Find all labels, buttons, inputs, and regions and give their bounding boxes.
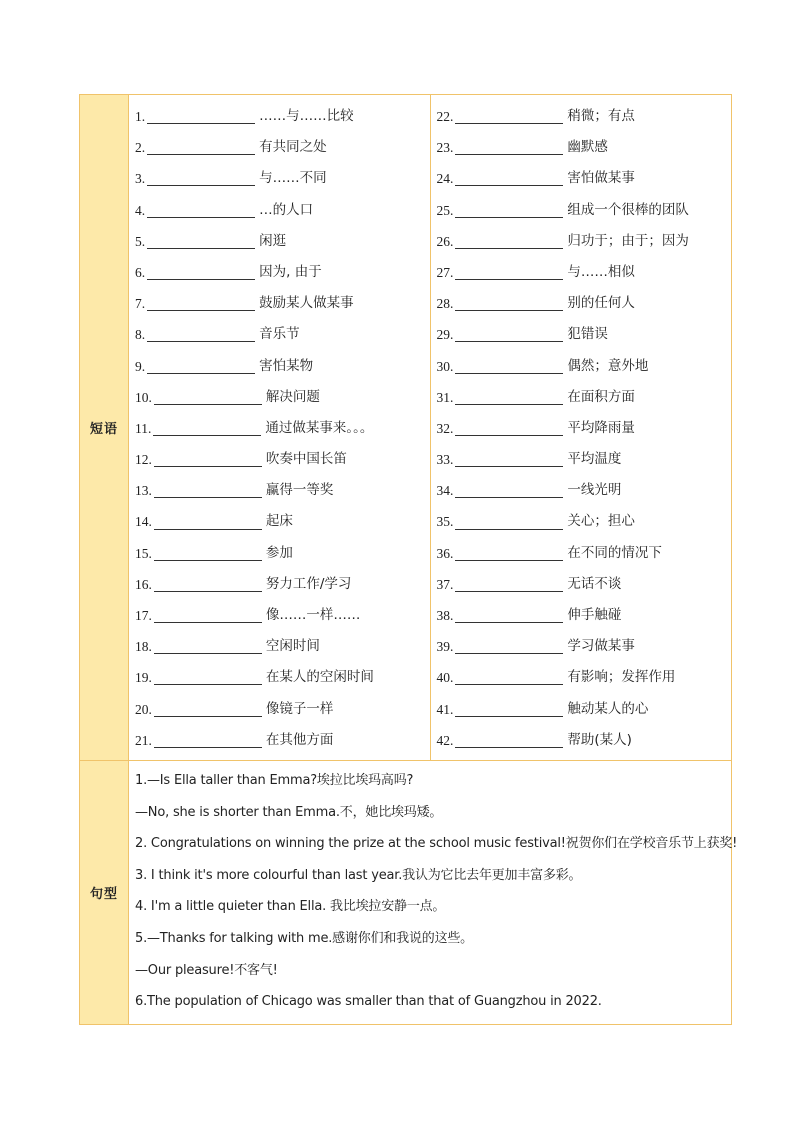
- phrase-row: [135, 351, 430, 382]
- phrase-number: 36.: [436, 545, 454, 561]
- phrase-meaning: 吹奏中国长笛: [265, 451, 347, 468]
- phrase-meaning: 闲逛: [259, 232, 287, 249]
- phrase-number: 14.: [135, 514, 152, 530]
- phrase-row: [437, 631, 732, 662]
- phrase-number: 10.: [135, 389, 152, 405]
- phrase-row: [437, 600, 732, 631]
- answer-blank[interactable]: [154, 702, 262, 717]
- phrase-row: [135, 538, 430, 569]
- answer-blank[interactable]: [147, 265, 255, 280]
- answer-blank[interactable]: [455, 515, 563, 530]
- phrase-number: 2.: [135, 140, 146, 156]
- phrase-meaning: 害怕某物: [259, 357, 314, 374]
- phrase-row: [437, 444, 732, 475]
- phrase-row: [437, 538, 732, 569]
- phrases-label: 短语: [80, 95, 129, 760]
- phrase-row: [437, 725, 732, 756]
- answer-blank[interactable]: [455, 265, 563, 280]
- phrase-row: [135, 631, 430, 662]
- phrase-number: 18.: [135, 639, 152, 655]
- phrase-row: [135, 413, 430, 444]
- phrase-number: 29.: [436, 327, 454, 343]
- sentences-area: [129, 761, 743, 1024]
- phrase-meaning: 在面积方面: [567, 388, 635, 405]
- phrase-meaning: 平均降雨量: [567, 419, 635, 436]
- phrase-row: [135, 226, 430, 257]
- phrase-row: [135, 506, 430, 537]
- answer-blank[interactable]: [455, 546, 563, 561]
- phrase-number: 1.: [135, 109, 146, 124]
- phrase-row: [135, 101, 430, 132]
- phrase-meaning: 别的任何人: [567, 295, 635, 312]
- phrase-row: [135, 725, 430, 756]
- answer-blank[interactable]: [455, 421, 563, 436]
- phrase-number: 30.: [436, 358, 454, 374]
- phrase-row: [437, 101, 732, 132]
- answer-blank[interactable]: [455, 452, 563, 467]
- phrase-meaning: 解决问题: [265, 388, 320, 405]
- phrase-number: 7.: [135, 296, 146, 312]
- answer-blank[interactable]: [455, 670, 563, 685]
- answer-blank[interactable]: [147, 140, 255, 155]
- answer-blank[interactable]: [147, 234, 255, 249]
- phrase-meaning: 偶然；意外地: [567, 357, 649, 374]
- phrase-meaning: 有影响；发挥作用: [567, 669, 676, 686]
- phrases-right-column: [431, 95, 732, 760]
- sentence-line: 1.—Is Ella taller than Emma?埃拉比埃玛高吗?: [135, 772, 414, 788]
- phrase-row: [135, 444, 430, 475]
- answer-blank[interactable]: [154, 546, 262, 561]
- sentence-line: 6.The population of Chicago was smaller than that of Guangzhou in 2022.: [135, 994, 602, 1010]
- answer-blank[interactable]: [455, 171, 563, 186]
- phrase-number: 8.: [135, 327, 146, 343]
- phrase-row: [135, 694, 430, 725]
- phrase-row: [437, 662, 732, 693]
- answer-blank[interactable]: [455, 109, 563, 124]
- phrase-meaning: 组成一个很棒的团队: [567, 201, 689, 218]
- answer-blank[interactable]: [154, 452, 262, 467]
- answer-blank[interactable]: [455, 234, 563, 249]
- phrase-meaning: 犯错误: [567, 326, 608, 343]
- phrase-meaning: 空闲时间: [265, 638, 320, 655]
- phrase-row: [135, 382, 430, 413]
- phrase-row: [437, 569, 732, 600]
- answer-blank[interactable]: [154, 390, 262, 405]
- sentences-label: 句型: [80, 761, 129, 1024]
- sentence-line: 4. I'm a little quieter than Ella. 我比埃拉安静一点。: [135, 899, 446, 915]
- phrase-number: 35.: [436, 514, 454, 530]
- phrase-number: 12.: [135, 452, 152, 468]
- phrase-meaning: 触动某人的心: [567, 700, 649, 717]
- phrase-row: [135, 662, 430, 693]
- phrase-row: [135, 600, 430, 631]
- sentence-line: —No, she is shorter than Emma.不，她比埃玛矮。: [135, 804, 443, 820]
- phrase-row: [437, 288, 732, 319]
- phrase-meaning: 在某人的空闲时间: [265, 669, 374, 686]
- phrase-number: 16.: [135, 576, 152, 592]
- phrase-meaning: 赢得一等奖: [265, 482, 334, 499]
- phrase-meaning: 因为, 由于: [259, 263, 322, 280]
- answer-blank[interactable]: [455, 608, 563, 623]
- phrase-row: [437, 382, 732, 413]
- answer-blank[interactable]: [147, 359, 255, 374]
- answer-blank[interactable]: [147, 327, 255, 342]
- phrase-number: 22.: [436, 109, 454, 124]
- answer-blank[interactable]: [154, 515, 262, 530]
- sentences-section: [80, 761, 738, 1024]
- phrase-row: [437, 694, 732, 725]
- phrase-row: [437, 257, 732, 288]
- phrase-row: [437, 163, 732, 194]
- phrase-meaning: 害怕做某事: [567, 170, 635, 187]
- phrase-meaning: 像……一样……: [265, 607, 361, 623]
- phrase-row: [437, 351, 732, 382]
- answer-blank[interactable]: [154, 577, 262, 592]
- phrase-number: 32.: [436, 420, 454, 436]
- phrase-number: 37.: [436, 576, 454, 592]
- phrase-meaning: 起床: [265, 513, 293, 530]
- phrase-meaning: 通过做某事来。。。: [265, 419, 374, 436]
- answer-blank[interactable]: [455, 203, 563, 218]
- phrase-number: 24.: [436, 171, 454, 187]
- phrase-meaning: 在其他方面: [265, 731, 334, 748]
- worksheet-table: [79, 94, 738, 1025]
- phrase-meaning: 与……不同: [259, 170, 327, 187]
- phrase-number: 21.: [135, 732, 152, 748]
- phrases-left-column: [129, 95, 431, 760]
- phrase-number: 42.: [436, 732, 454, 748]
- answer-blank[interactable]: [154, 670, 262, 685]
- phrase-number: 27.: [436, 264, 454, 280]
- phrase-meaning: 在不同的情况下: [567, 544, 662, 561]
- phrase-row: [437, 506, 732, 537]
- phrase-number: 3.: [135, 171, 146, 187]
- phrase-number: 25.: [436, 202, 454, 218]
- phrase-row: [135, 319, 430, 350]
- phrase-number: 39.: [436, 639, 454, 655]
- phrase-number: 4.: [135, 202, 146, 218]
- phrase-meaning: 有共同之处: [259, 139, 327, 156]
- sentence-line: 5.—Thanks for talking with me.感谢你们和我说的这些。: [135, 930, 473, 946]
- phrases-section: [80, 95, 731, 761]
- phrase-meaning: 关心；担心: [567, 513, 635, 530]
- phrase-meaning: 伸手触碰: [567, 607, 622, 623]
- phrase-row: [135, 257, 430, 288]
- sentence-line: 2. Congratulations on winning the prize at the school music festival!祝贺你们在学校音乐节上获奖!: [135, 836, 738, 852]
- phrase-number: 13.: [135, 483, 152, 499]
- answer-blank[interactable]: [153, 421, 261, 436]
- phrase-row: [437, 413, 732, 444]
- phrase-number: 9.: [135, 358, 146, 374]
- phrase-number: 33.: [436, 452, 454, 468]
- phrase-number: 5.: [135, 233, 146, 249]
- answer-blank[interactable]: [455, 390, 563, 405]
- phrase-meaning: 无话不谈: [567, 575, 622, 592]
- phrases-area: [129, 95, 731, 760]
- phrase-meaning: 鼓励某人做某事: [259, 295, 354, 312]
- phrase-row: [135, 163, 430, 194]
- answer-blank[interactable]: [455, 327, 563, 342]
- phrase-meaning: 与……相似: [567, 263, 635, 280]
- answer-blank[interactable]: [455, 359, 563, 374]
- phrase-meaning: 努力工作/学习: [265, 575, 352, 592]
- phrase-meaning: 学习做某事: [567, 638, 635, 655]
- phrase-row: [135, 475, 430, 506]
- phrase-number: 40.: [436, 670, 454, 686]
- phrase-row: [437, 475, 732, 506]
- answer-blank[interactable]: [147, 171, 255, 186]
- phrase-meaning: …的人口: [259, 201, 314, 218]
- phrase-number: 34.: [436, 483, 454, 499]
- answer-blank[interactable]: [147, 203, 255, 218]
- phrase-number: 31.: [436, 389, 454, 405]
- phrase-meaning: 幽默感: [567, 139, 608, 156]
- answer-blank[interactable]: [455, 733, 563, 748]
- phrase-row: [437, 226, 732, 257]
- answer-blank[interactable]: [455, 140, 563, 155]
- answer-blank[interactable]: [147, 296, 255, 311]
- phrase-meaning: 音乐节: [259, 326, 300, 343]
- phrase-number: 41.: [436, 701, 454, 717]
- phrase-number: 19.: [135, 670, 152, 686]
- phrase-number: 20.: [135, 701, 152, 717]
- phrase-meaning: 一线光明: [567, 482, 622, 499]
- phrase-number: 15.: [135, 545, 152, 561]
- phrase-row: [135, 195, 430, 226]
- phrase-number: 17.: [135, 608, 152, 623]
- sentence-line: —Our pleasure!不客气!: [135, 962, 278, 978]
- phrase-number: 6.: [135, 264, 146, 280]
- phrase-row: [135, 132, 430, 163]
- phrase-row: [437, 319, 732, 350]
- phrase-meaning: 像镜子一样: [265, 700, 334, 717]
- phrase-number: 23.: [436, 140, 454, 156]
- answer-blank[interactable]: [154, 639, 262, 654]
- phrase-meaning: 参加: [265, 544, 293, 561]
- phrase-row: [135, 569, 430, 600]
- phrase-row: [437, 132, 732, 163]
- answer-blank[interactable]: [154, 483, 262, 498]
- answer-blank[interactable]: [147, 109, 255, 124]
- phrase-meaning: ……与……比较: [259, 108, 354, 124]
- phrase-number: 38.: [436, 608, 454, 623]
- phrase-meaning: 平均温度: [567, 451, 622, 468]
- phrase-meaning: 稍微；有点: [567, 108, 635, 124]
- phrase-meaning: 帮助(某人): [567, 731, 632, 748]
- answer-blank[interactable]: [455, 639, 563, 654]
- answer-blank[interactable]: [455, 296, 563, 311]
- phrase-row: [437, 195, 732, 226]
- sentence-line: 3. I think it's more colourful than last year.我认为它比去年更加丰富多彩。: [135, 867, 582, 883]
- phrase-number: 26.: [436, 233, 454, 249]
- answer-blank[interactable]: [455, 577, 563, 592]
- phrase-number: 11.: [135, 420, 152, 436]
- answer-blank[interactable]: [154, 608, 262, 623]
- phrase-meaning: 归功于；由于；因为: [567, 232, 689, 249]
- answer-blank[interactable]: [455, 702, 563, 717]
- answer-blank[interactable]: [455, 483, 563, 498]
- answer-blank[interactable]: [154, 733, 262, 748]
- phrase-number: 28.: [436, 296, 454, 312]
- phrase-row: [135, 288, 430, 319]
